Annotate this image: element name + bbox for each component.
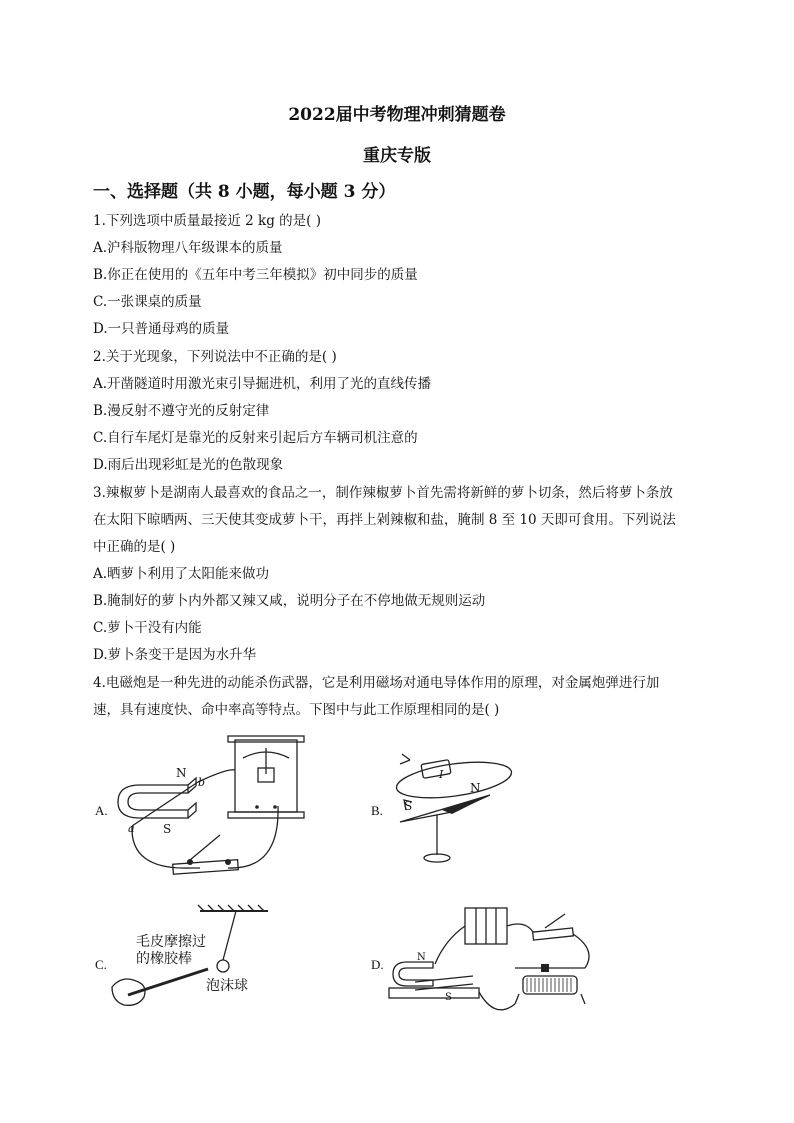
figure-b-label-s: S [404,799,413,813]
switch [533,928,574,940]
figure-d-label-s: S [445,992,452,1003]
figure-b-label-n: N [470,781,481,795]
figure-a-label-b: b [198,776,206,789]
question-4-stem-line-1: 4.电磁炮是一种先进的动能杀伤武器，它是利用磁场对通电导体作用的原理，对金属炮弹进行加 [93,675,660,691]
figure-d-illustration [385,900,610,1025]
compass-needle [400,795,490,822]
question-1-option-a: A.沪科版物理八年级课本的质量 [93,240,283,256]
foam-ball [217,960,229,972]
question-2-option-a: A.开凿隧道时用激光束引导掘进机，利用了光的直线传播 [93,376,432,392]
figure-a-illustration [110,730,320,890]
horseshoe-magnet [118,785,188,818]
question-1-option-d: D.一只普通母鸡的质量 [93,321,230,337]
wire-d-2 [507,924,533,932]
question-3-stem-line-3: 中正确的是( ) [93,539,176,555]
question-1-option-b: B.你正在使用的《五年中考三年模拟》初中同步的质量 [93,267,418,283]
figure-d-option-label: D. [371,957,384,972]
question-3-stem-line-2: 在太阳下晾晒两、三天使其变成萝卜干，再拌上剁辣椒和盐，腌制 8 至 10 天即可食用。下列说法 [93,512,676,528]
question-2-option-c: C.自行车尾灯是靠光的反射来引起后方车辆司机注意的 [93,430,418,446]
figure-a-option-label: A. [95,803,108,818]
question-3-option-a: A.晒萝卜利用了太阳能来做功 [93,566,270,582]
figure-b-option-label: B. [371,803,383,818]
question-3-option-c: C.萝卜干没有内能 [93,620,202,636]
figure-c-option-label: C. [95,957,107,972]
question-3-stem-line-1: 3.辣椒萝卜是湖南人最喜欢的食品之一，制作辣椒萝卜首先需将新鲜的萝卜切条，然后将萝卜条放 [93,485,673,501]
figure-c-label-rod-line-2: 的橡胶棒 [136,951,192,967]
question-2-stem: 2.关于光现象，下列说法中不正确的是( ) [93,349,337,365]
paper-title: 2022届中考物理冲刺猜题卷 [288,105,506,125]
thread [223,911,236,960]
rubber-rod [128,969,208,995]
figure-c-label-ball: 泡沫球 [206,978,248,994]
question-4-stem-line-2: 速，具有速度快、命中率高等特点。下图中与此工作原理相同的是( ) [93,702,500,718]
wire-d-1 [435,926,465,964]
current-loop [394,756,513,804]
question-1-option-c: C.一张课桌的质量 [93,294,202,310]
wire-d-3 [573,934,589,968]
magnet-d [393,962,433,986]
figure-a-label-a: a [128,822,135,835]
question-3-option-d: D.萝卜条变干是因为水升华 [93,647,257,663]
figure-b-illustration [392,740,522,870]
question-1-stem: 1.下列选项中质量最接近 2 kg 的是( ) [93,213,321,229]
question-2-option-b: B.漫反射不遵守光的反射定律 [93,403,270,419]
conductor-rod [132,782,198,826]
figure-b-label-i: I [439,768,444,781]
figure-d-label-n: N [417,952,426,963]
figure-c-label-rod-line-1: 毛皮摩擦过 [136,934,206,950]
question-2-option-d: D.雨后出现彩虹是光的色散现象 [93,457,284,473]
figure-c-illustration [108,905,278,1015]
figure-a-label-s: S [163,822,172,836]
figure-a-label-n: N [176,766,187,780]
rail-base [389,988,479,998]
paper-subtitle: 重庆专版 [363,146,431,166]
section-heading: 一、选择题（共 8 小题，每小题 3 分） [93,182,396,202]
wire-d-4 [479,992,515,1010]
question-3-option-b: B.腌制好的萝卜内外都又辣又咸，说明分子在不停地做无规则运动 [93,593,486,609]
